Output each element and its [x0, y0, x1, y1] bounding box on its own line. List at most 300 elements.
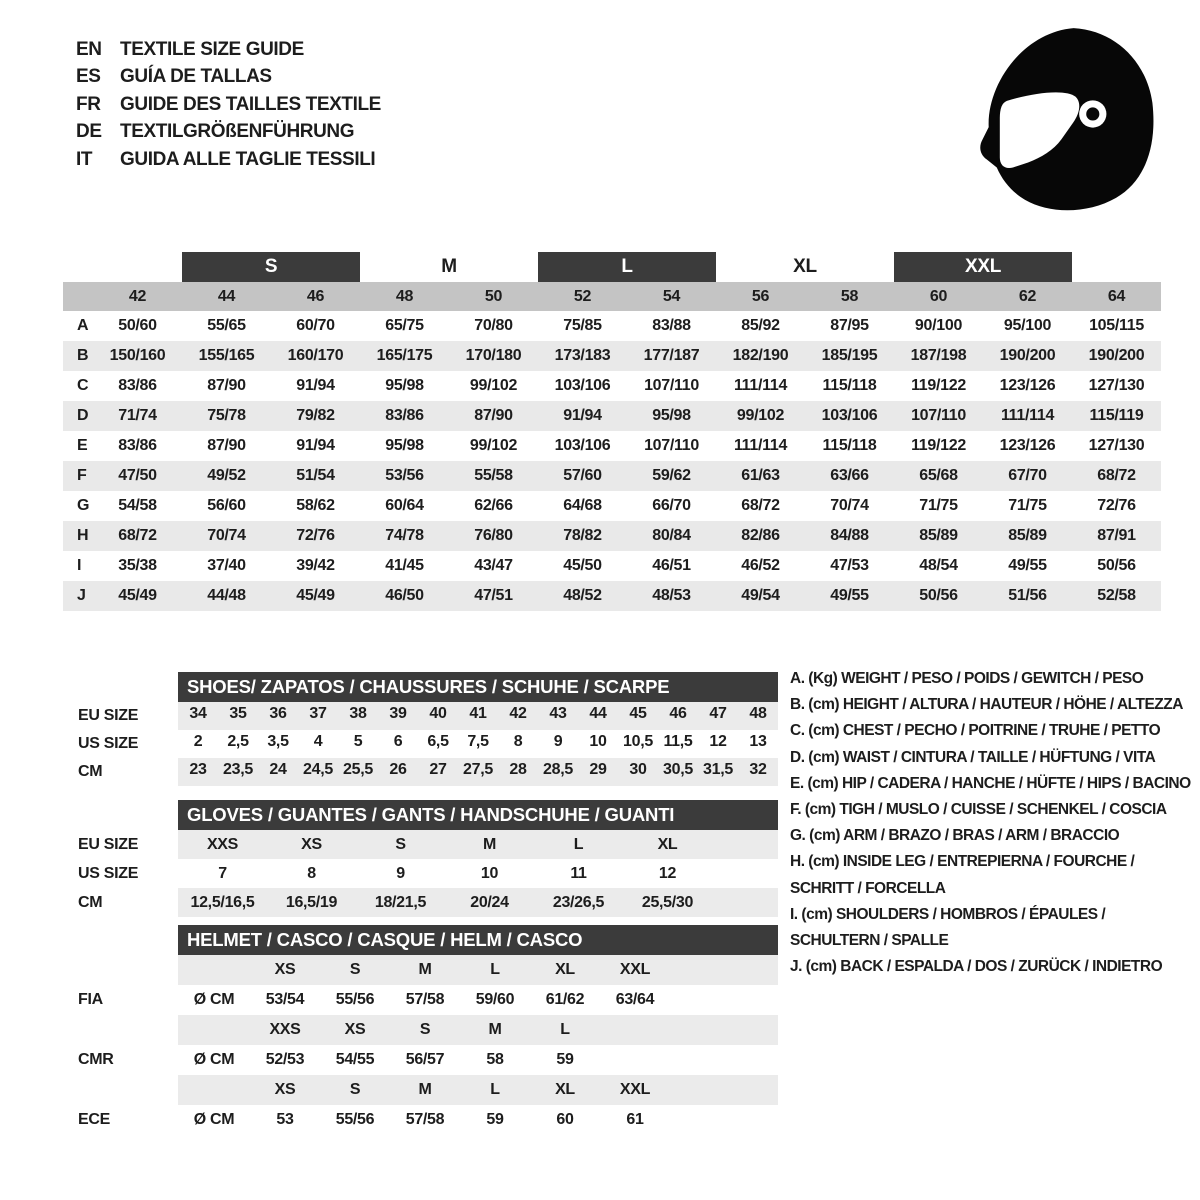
table-cell: 28,5: [543, 760, 573, 778]
size-band-m: M: [441, 256, 457, 277]
apparel-size-table: [63, 252, 1161, 611]
table-row: [60, 830, 780, 859]
standard-label: ECE: [78, 1111, 110, 1128]
size-header-cell: XS: [274, 1081, 296, 1098]
helmet-size-row: [60, 1015, 780, 1045]
helmet-size-row: [60, 955, 780, 985]
guide-title: TEXTILE SIZE GUIDE: [120, 38, 304, 60]
table-cell: 119/122: [911, 377, 966, 394]
size-band-xl: XL: [793, 256, 817, 277]
table-cell: 105/115: [1089, 317, 1144, 334]
language-row: [76, 91, 381, 119]
table-cell: 72/76: [1097, 497, 1136, 514]
racing-helmet-icon: [972, 22, 1160, 214]
table-row: [63, 581, 1161, 611]
language-code: ES: [76, 66, 101, 88]
legend-line: F. (cm) TIGH / MUSLO / CUISSE / SCHENKEL / COSCIA: [790, 800, 1167, 818]
language-row: [76, 119, 381, 147]
guide-title: TEXTILGRÖßENFÜHRUNG: [120, 121, 355, 143]
table-cell: 70/74: [207, 527, 246, 544]
table-cell: 95/100: [1003, 317, 1052, 334]
table-cell: 49/55: [1008, 557, 1047, 574]
numeric-size-header-row: [63, 282, 1161, 311]
language-code: FR: [76, 93, 101, 115]
table-cell: 65/68: [919, 467, 958, 484]
table-cell: 70/80: [474, 317, 513, 334]
row-cells: [178, 730, 778, 758]
language-code: DE: [76, 121, 102, 143]
size-header-cell: XS: [344, 1021, 366, 1038]
table-cell: 44: [589, 704, 607, 722]
column-header: 42: [128, 287, 147, 305]
table-cell: 127/130: [1088, 377, 1145, 394]
row-cells: [178, 985, 778, 1015]
legend-line: B. (cm) HEIGHT / ALTURA / HAUTEUR / HÖHE / ALTEZZA: [790, 696, 1183, 714]
diameter-label: Ø CM: [193, 1051, 235, 1068]
table-cell: 75/78: [207, 407, 246, 424]
table-cell: 74/78: [385, 527, 424, 544]
table-cell: 187/198: [910, 347, 967, 364]
table-cell: 87/90: [207, 377, 246, 394]
table-cell: 83/88: [652, 317, 691, 334]
language-code: EN: [76, 38, 102, 60]
table-cell: 75/85: [563, 317, 602, 334]
table-cell: 48: [749, 704, 767, 722]
helmet-value-row: [60, 1105, 780, 1135]
table-cell: 45: [629, 704, 647, 722]
size-header-cell: S: [349, 961, 361, 978]
table-cell: 46/52: [741, 557, 780, 574]
table-cell: 107/110: [911, 407, 966, 424]
guide-title: GUIDE DES TAILLES TEXTILE: [120, 93, 381, 115]
table-cell: 27,5: [463, 760, 493, 778]
table-cell: S: [395, 835, 406, 853]
table-cell: 111/114: [1000, 407, 1055, 424]
column-header: 62: [1018, 287, 1037, 305]
table-cell: 115/119: [1089, 407, 1144, 424]
helmet-table: [60, 955, 780, 1135]
table-cell: 31,5: [703, 760, 733, 778]
size-header-cell: XL: [555, 1081, 575, 1098]
table-cell: 49/52: [207, 467, 246, 484]
table-cell: 47: [709, 704, 727, 722]
table-cell: L: [573, 835, 584, 853]
table-cell: 60/64: [385, 497, 424, 514]
table-cell: 62/66: [474, 497, 513, 514]
table-cell: 52/53: [265, 1051, 305, 1068]
legend-line: SCHRITT / FORCELLA: [790, 879, 946, 897]
table-cell: 61/63: [741, 467, 780, 484]
table-cell: 26: [389, 760, 407, 778]
table-cell: 99/102: [736, 407, 785, 424]
table-cell: 50/60: [118, 317, 157, 334]
table-cell: 28: [509, 760, 527, 778]
table-cell: 10: [589, 732, 607, 750]
table-cell: 37: [309, 704, 327, 722]
table-cell: 103/106: [554, 437, 611, 454]
row-label: D: [77, 407, 89, 424]
table-cell: 56/57: [405, 1051, 445, 1068]
table-cell: 45/49: [118, 587, 157, 604]
table-cell: 47/51: [474, 587, 513, 604]
row-cells: [178, 702, 778, 730]
table-row: [63, 491, 1161, 521]
helmet-table-header: HELMET / CASCO / CASQUE / HELM / CASCO: [178, 925, 778, 955]
row-cells: [178, 758, 778, 786]
table-cell: 65/75: [385, 317, 424, 334]
size-band-l: L: [538, 252, 716, 282]
guide-title: GUIDA ALLE TAGLIE TESSILI: [120, 148, 376, 170]
table-cell: 79/82: [296, 407, 335, 424]
table-row: [63, 401, 1161, 431]
table-cell: 54/55: [335, 1051, 375, 1068]
table-cell: 56/60: [207, 497, 246, 514]
row-cells: [178, 1075, 778, 1105]
table-cell: 45/49: [296, 587, 335, 604]
table-cell: 13: [749, 732, 767, 750]
table-cell: 91/94: [296, 377, 335, 394]
table-cell: 82/86: [741, 527, 780, 544]
table-cell: 9: [396, 864, 405, 882]
size-header-cell: M: [418, 961, 432, 978]
table-cell: 123/126: [999, 437, 1056, 454]
table-row: [60, 888, 780, 917]
table-cell: 49/54: [741, 587, 780, 604]
table-cell: 107/110: [644, 437, 699, 454]
table-cell: 87/95: [830, 317, 869, 334]
table-cell: 7: [218, 864, 227, 882]
row-label: H: [77, 527, 89, 544]
table-cell: 55/65: [207, 317, 246, 334]
size-header-cell: S: [349, 1081, 361, 1098]
table-cell: 29: [589, 760, 607, 778]
table-cell: 95/98: [385, 377, 424, 394]
table-cell: 85/89: [919, 527, 958, 544]
table-cell: 36: [269, 704, 287, 722]
table-cell: 48/54: [919, 557, 958, 574]
table-cell: 85/92: [741, 317, 780, 334]
table-cell: 50/56: [919, 587, 958, 604]
size-header-cell: XXL: [619, 961, 651, 978]
table-cell: 91/94: [563, 407, 602, 424]
table-cell: 32: [749, 760, 767, 778]
row-label: J: [77, 587, 86, 604]
table-cell: 84/88: [830, 527, 869, 544]
column-header: 56: [751, 287, 770, 305]
helmet-size-row: [60, 1075, 780, 1105]
table-cell: 16,5/19: [285, 893, 338, 911]
table-cell: 127/130: [1088, 437, 1145, 454]
measurement-legend: [790, 666, 1190, 980]
table-row: [63, 551, 1161, 581]
table-cell: 59/62: [652, 467, 691, 484]
table-cell: 9: [553, 732, 563, 750]
table-row: [63, 521, 1161, 551]
shoes-table: [60, 702, 780, 786]
row-label: US SIZE: [78, 735, 139, 752]
table-cell: 111/114: [733, 437, 788, 454]
table-cell: 24: [269, 760, 287, 778]
table-cell: 2,5: [227, 732, 249, 750]
table-cell: 43: [549, 704, 567, 722]
table-cell: 18/21,5: [374, 893, 427, 911]
table-cell: 71/74: [118, 407, 157, 424]
diameter-label: Ø CM: [193, 991, 235, 1008]
table-cell: 38: [349, 704, 367, 722]
table-cell: 35: [229, 704, 247, 722]
size-band-row: [63, 252, 1161, 282]
table-cell: 27: [429, 760, 447, 778]
table-cell: 57/60: [563, 467, 602, 484]
table-cell: 52/58: [1097, 587, 1136, 604]
language-title-list: [76, 36, 381, 174]
guide-title: GUÍA DE TALLAS: [120, 66, 272, 88]
table-cell: 39: [389, 704, 407, 722]
table-cell: 53: [276, 1111, 294, 1128]
table-cell: 115/118: [822, 437, 877, 454]
language-row: [76, 36, 381, 64]
table-cell: 48/53: [652, 587, 691, 604]
table-row: [63, 371, 1161, 401]
table-cell: 11,5: [663, 732, 693, 750]
table-cell: 119/122: [911, 437, 966, 454]
table-cell: 57/58: [405, 1111, 445, 1128]
table-cell: 4: [313, 732, 323, 750]
helmet-value-row: [60, 985, 780, 1015]
table-cell: XS: [301, 835, 322, 853]
column-header: 64: [1107, 287, 1126, 305]
table-cell: 155/165: [198, 347, 255, 364]
table-cell: 123/126: [999, 377, 1056, 394]
table-cell: 53/56: [385, 467, 424, 484]
size-header-cell: XXL: [619, 1081, 651, 1098]
language-row: [76, 64, 381, 92]
table-cell: 190/200: [1088, 347, 1145, 364]
table-cell: 5: [353, 732, 363, 750]
table-cell: 80/84: [652, 527, 691, 544]
size-header-cell: L: [490, 1081, 500, 1098]
size-header-cell: M: [418, 1081, 432, 1098]
table-cell: 91/94: [296, 437, 335, 454]
standard-label: CMR: [78, 1051, 114, 1068]
table-cell: 68/72: [118, 527, 157, 544]
column-header: 44: [217, 287, 236, 305]
legend-line: G. (cm) ARM / BRAZO / BRAS / ARM / BRACCIO: [790, 827, 1120, 845]
table-cell: M: [482, 835, 497, 853]
row-cells: [178, 888, 778, 917]
row-cells: [178, 830, 778, 859]
table-cell: 2: [193, 732, 203, 750]
table-cell: 107/110: [644, 377, 699, 394]
legend-line: SCHULTERN / SPALLE: [790, 931, 949, 949]
table-cell: 71/75: [919, 497, 958, 514]
table-cell: 39/42: [296, 557, 335, 574]
row-label: US SIZE: [78, 864, 139, 882]
table-cell: 42: [509, 704, 527, 722]
table-cell: 185/195: [821, 347, 878, 364]
table-cell: 66/70: [652, 497, 691, 514]
table-cell: 177/187: [643, 347, 700, 364]
table-cell: 6,5: [427, 732, 449, 750]
diameter-label: Ø CM: [193, 1111, 235, 1128]
table-cell: 57/58: [405, 991, 445, 1008]
table-cell: 60/70: [296, 317, 335, 334]
table-cell: 103/106: [554, 377, 611, 394]
table-row: [60, 730, 780, 758]
table-cell: 44/48: [207, 587, 246, 604]
table-cell: 12,5/16,5: [190, 893, 255, 911]
legend-line: D. (cm) WAIST / CINTURA / TAILLE / HÜFTUNG / VITA: [790, 748, 1156, 766]
gloves-table-header: GLOVES / GUANTES / GANTS / HANDSCHUHE / GUANTI: [178, 800, 778, 830]
table-cell: 23,5: [223, 760, 253, 778]
table-cell: 95/98: [385, 437, 424, 454]
row-label: B: [77, 347, 89, 364]
table-cell: 55/56: [335, 991, 375, 1008]
table-cell: 70/74: [830, 497, 869, 514]
column-header: 52: [573, 287, 592, 305]
table-cell: 170/180: [465, 347, 522, 364]
table-cell: 48/52: [563, 587, 602, 604]
size-header-cell: M: [488, 1021, 502, 1038]
row-cells: [178, 1105, 778, 1135]
table-cell: 25,5/30: [641, 893, 694, 911]
apparel-measurement-rows: [63, 311, 1161, 611]
legend-line: C. (cm) CHEST / PECHO / POITRINE / TRUHE / PETTO: [790, 722, 1161, 740]
table-cell: 40: [429, 704, 447, 722]
size-header-cell: XL: [555, 961, 575, 978]
row-label: I: [77, 557, 82, 574]
table-cell: 182/190: [732, 347, 789, 364]
table-cell: 160/170: [287, 347, 344, 364]
table-cell: 3,5: [267, 732, 289, 750]
table-cell: 59: [556, 1051, 574, 1068]
table-cell: 83/86: [118, 377, 157, 394]
table-cell: XL: [657, 835, 678, 853]
size-band-xxl: XXL: [894, 252, 1072, 282]
table-cell: 87/90: [207, 437, 246, 454]
table-cell: 103/106: [821, 407, 878, 424]
table-cell: 95/98: [652, 407, 691, 424]
standard-label: FIA: [78, 991, 103, 1008]
size-header-cell: L: [560, 1021, 570, 1038]
table-cell: 165/175: [376, 347, 433, 364]
legend-line: E. (cm) HIP / CADERA / HANCHE / HÜFTE / HIPS / BACINO: [790, 774, 1191, 792]
table-cell: 61: [626, 1111, 644, 1128]
table-cell: 8: [307, 864, 316, 882]
legend-line: H. (cm) INSIDE LEG / ENTREPIERNA / FOURCHE /: [790, 853, 1135, 871]
table-cell: 24,5: [303, 760, 333, 778]
table-cell: 99/102: [469, 377, 518, 394]
language-row: [76, 146, 381, 174]
table-cell: 51/56: [1008, 587, 1047, 604]
table-cell: 7,5: [467, 732, 489, 750]
table-cell: 10: [480, 864, 499, 882]
table-cell: 10,5: [623, 732, 653, 750]
row-label: F: [77, 467, 87, 484]
table-cell: 190/200: [999, 347, 1056, 364]
shoes-table-header: SHOES/ ZAPATOS / CHAUSSURES / SCHUHE / SCARPE: [178, 672, 778, 702]
row-label: CM: [78, 763, 103, 780]
column-header: 60: [929, 287, 948, 305]
table-cell: 12: [658, 864, 677, 882]
table-cell: 25,5: [343, 760, 373, 778]
table-cell: 71/75: [1008, 497, 1047, 514]
row-label: EU SIZE: [78, 707, 139, 724]
table-cell: 87/91: [1097, 527, 1136, 544]
table-cell: 55/56: [335, 1111, 375, 1128]
table-cell: 45/50: [563, 557, 602, 574]
table-cell: 85/89: [1008, 527, 1047, 544]
table-cell: 83/86: [118, 437, 157, 454]
table-cell: XXS: [206, 835, 239, 853]
table-cell: 63/66: [830, 467, 869, 484]
table-row: [63, 461, 1161, 491]
table-cell: 53/54: [265, 991, 305, 1008]
table-cell: 115/118: [822, 377, 877, 394]
table-cell: 111/114: [733, 377, 788, 394]
gloves-table: [60, 830, 780, 917]
column-header: 50: [484, 287, 503, 305]
table-cell: 8: [513, 732, 523, 750]
table-cell: 83/86: [385, 407, 424, 424]
table-cell: 58/62: [296, 497, 335, 514]
table-cell: 61/62: [545, 991, 585, 1008]
legend-line: A. (Kg) WEIGHT / PESO / POIDS / GEWITCH / PESO: [790, 670, 1144, 687]
table-row: [63, 431, 1161, 461]
size-header-cell: L: [490, 961, 500, 978]
helmet-value-row: [60, 1045, 780, 1075]
table-row: [60, 758, 780, 786]
table-cell: 34: [189, 704, 207, 722]
table-cell: 99/102: [469, 437, 518, 454]
row-label: E: [77, 437, 88, 454]
legend-line: J. (cm) BACK / ESPALDA / DOS / ZURÜCK / INDIETRO: [790, 958, 1163, 976]
row-label: EU SIZE: [78, 835, 139, 853]
row-label: G: [77, 497, 90, 514]
size-header-cell: XS: [274, 961, 296, 978]
table-cell: 47/50: [118, 467, 157, 484]
table-cell: 58: [486, 1051, 504, 1068]
size-band-s: S: [182, 252, 360, 282]
table-cell: 51/54: [296, 467, 335, 484]
table-row: [63, 341, 1161, 371]
column-header: 58: [840, 287, 859, 305]
table-row: [60, 859, 780, 888]
table-row: [63, 311, 1161, 341]
table-cell: 76/80: [474, 527, 513, 544]
size-header-cell: S: [419, 1021, 431, 1038]
table-cell: 47/53: [830, 557, 869, 574]
table-cell: 23: [189, 760, 207, 778]
table-cell: 23/26,5: [552, 893, 605, 911]
table-cell: 68/72: [1097, 467, 1136, 484]
table-cell: 41/45: [385, 557, 424, 574]
column-header: 46: [306, 287, 325, 305]
legend-line: I. (cm) SHOULDERS / HOMBROS / ÉPAULES /: [790, 905, 1106, 923]
accessory-tables: [60, 672, 780, 1135]
row-cells: [178, 1045, 778, 1075]
table-cell: 6: [393, 732, 403, 750]
table-cell: 150/160: [109, 347, 166, 364]
column-header: 54: [662, 287, 681, 305]
row-cells: [178, 1015, 778, 1045]
table-cell: 37/40: [207, 557, 246, 574]
table-cell: 11: [570, 864, 587, 882]
column-header: 48: [395, 287, 414, 305]
table-cell: 30,5: [663, 760, 693, 778]
table-cell: 35/38: [118, 557, 157, 574]
table-cell: 67/70: [1008, 467, 1047, 484]
